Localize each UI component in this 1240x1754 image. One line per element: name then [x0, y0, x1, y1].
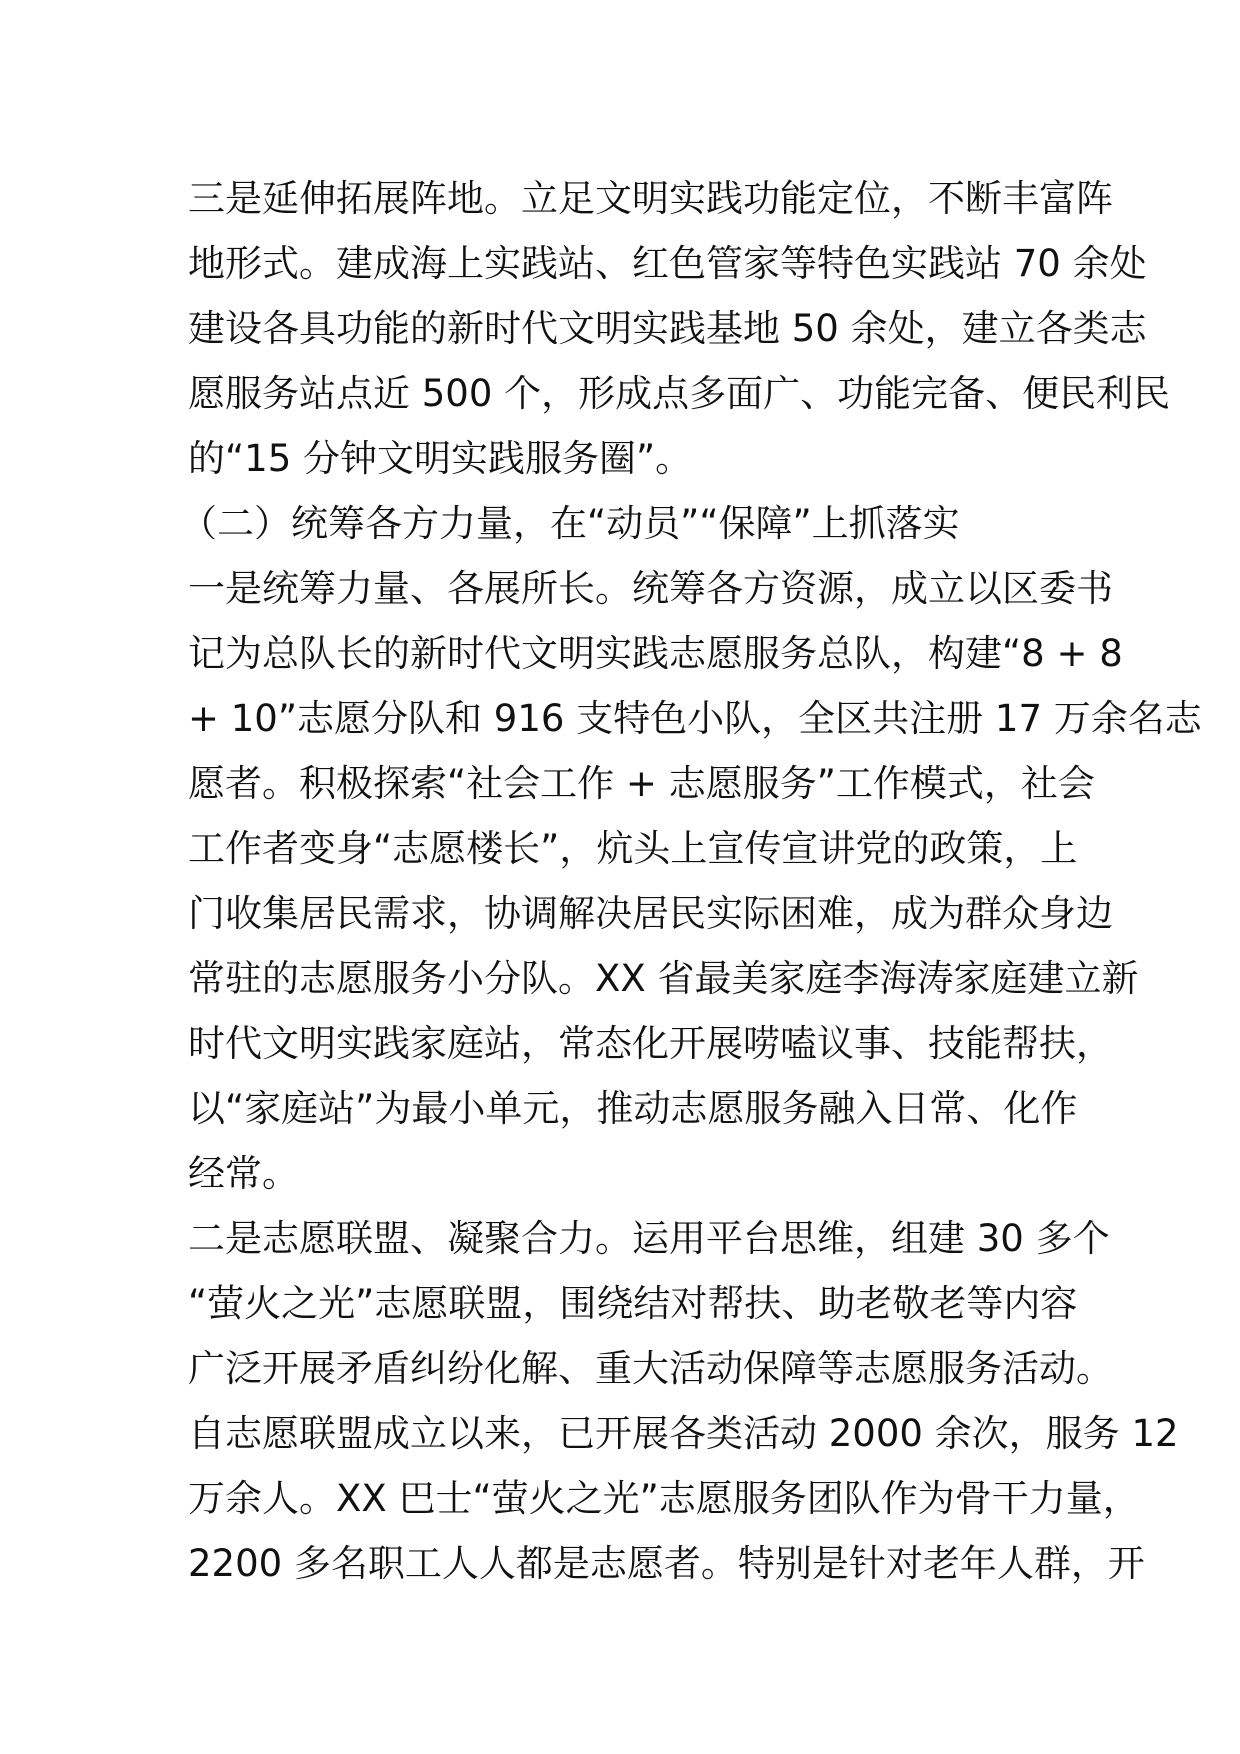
text-line: 以“家庭站”为最小单元，推动志愿服务融入日常、化作 — [188, 1087, 1078, 1130]
text-line: 万余人。XX 巴士“萤火之光”志愿服务团队作为骨干力量， — [188, 1477, 1140, 1520]
text-line: 工作者变身“志愿楼长”，炕头上宣传宣讲党的政策，上 — [188, 827, 1078, 870]
text-line: 2200 多名职工人人都是志愿者。特别是针对老年人群，开 — [188, 1542, 1145, 1585]
section-heading: （二）统筹各方力量，在“动员”“保障”上抓落实 — [180, 502, 960, 545]
text-line: 建设各具功能的新时代文明实践基地 50 余处，建立各类志 — [188, 307, 1147, 350]
text-line: 地形式。建成海上实践站、红色管家等特色实践站 70 余处 — [188, 242, 1147, 285]
text-line: 自志愿联盟成立以来，已开展各类活动 2000 余次，服务 12 — [188, 1412, 1179, 1455]
text-line: + 10”志愿分队和 916 支特色小队，全区共注册 17 万余名志 — [188, 697, 1202, 740]
text-line: 时代文明实践家庭站，常态化开展唠嗑议事、技能帮扶， — [188, 1022, 1113, 1065]
text-line: 广泛开展矛盾纠纷化解、重大活动保障等志愿服务活动。 — [188, 1347, 1113, 1390]
body-text — [180, 166, 1202, 1596]
text-line: 常驻的志愿服务小分队。XX 省最美家庭李海涛家庭建立新 — [188, 957, 1139, 1000]
text-line: 一是统筹力量、各展所长。统筹各方资源，成立以区委书 — [188, 567, 1113, 610]
text-line: 的“15 分钟文明实践服务圈”。 — [188, 437, 693, 480]
text-line: 二是志愿联盟、凝聚合力。运用平台思维，组建 30 多个 — [188, 1217, 1110, 1260]
text-line: 三是延伸拓展阵地。立足文明实践功能定位，不断丰富阵 — [188, 177, 1113, 220]
text-line: “萤火之光”志愿联盟，围绕结对帮扶、助老敬老等内容 — [188, 1282, 1078, 1325]
text-line: 经常。 — [188, 1152, 299, 1195]
text-line: 门收集居民需求，协调解决居民实际困难，成为群众身边 — [188, 892, 1113, 935]
text-line: 愿者。积极探索“社会工作 + 志愿服务”工作模式，社会 — [188, 762, 1095, 805]
text-line: 记为总队长的新时代文明实践志愿服务总队，构建“8 + 8 — [188, 632, 1123, 675]
text-line: 愿服务站点近 500 个，形成点多面广、功能完备、便民利民 — [188, 372, 1171, 415]
